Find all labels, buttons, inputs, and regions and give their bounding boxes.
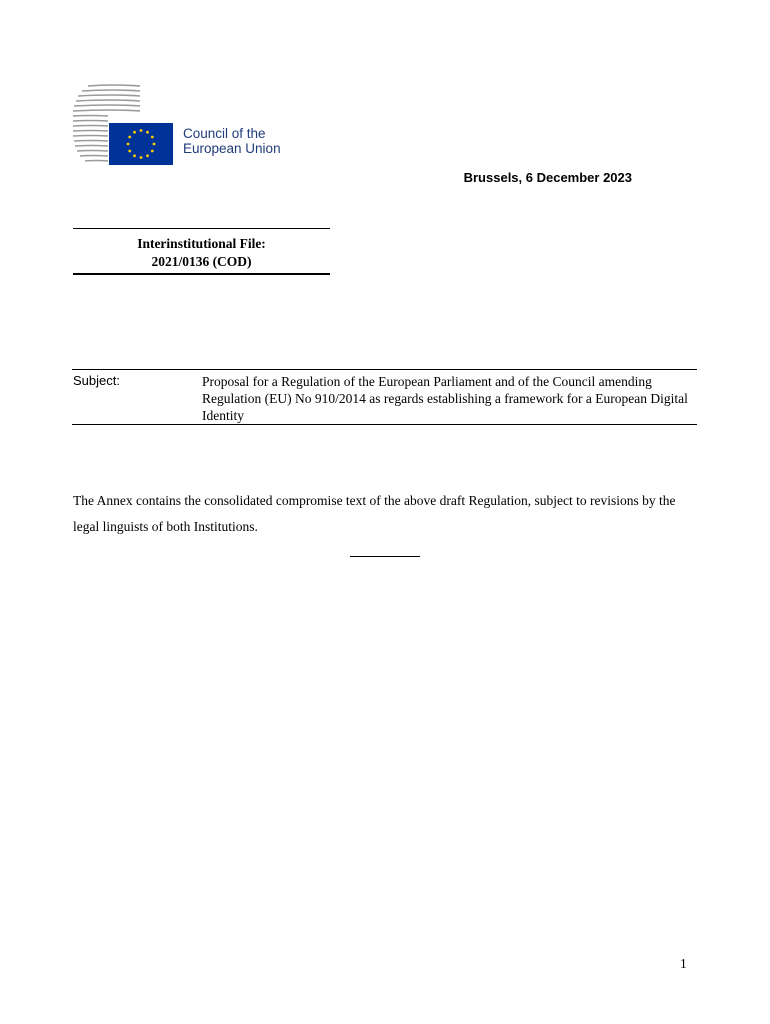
org-name-line1: Council of the	[183, 126, 266, 141]
interinstitutional-file-box	[73, 228, 330, 275]
document-date: Brussels, 6 December 2023	[463, 170, 632, 185]
body-paragraph: The Annex contains the consolidated compromise text of the above draft Regulation, subject to revisions by the legal linguists of both Institutions.	[73, 493, 676, 534]
file-number: 2021/0136 (COD)	[151, 254, 252, 269]
council-building-logo	[72, 82, 182, 172]
council-logo	[72, 82, 312, 172]
subject-text: Proposal for a Regulation of the European Parliament and of the Council amending Regulation (EU) No 910/2014 as regards establishing a framework for a European Digital Identity	[202, 374, 688, 423]
page-number: 1	[680, 956, 687, 971]
subject-label: Subject:	[73, 373, 120, 388]
eu-flag-icon	[109, 123, 173, 165]
organization-name	[183, 126, 281, 156]
end-divider	[350, 556, 420, 557]
subject-box	[72, 369, 697, 425]
org-name-line2: European Union	[183, 141, 281, 156]
file-label: Interinstitutional File:	[137, 236, 266, 251]
